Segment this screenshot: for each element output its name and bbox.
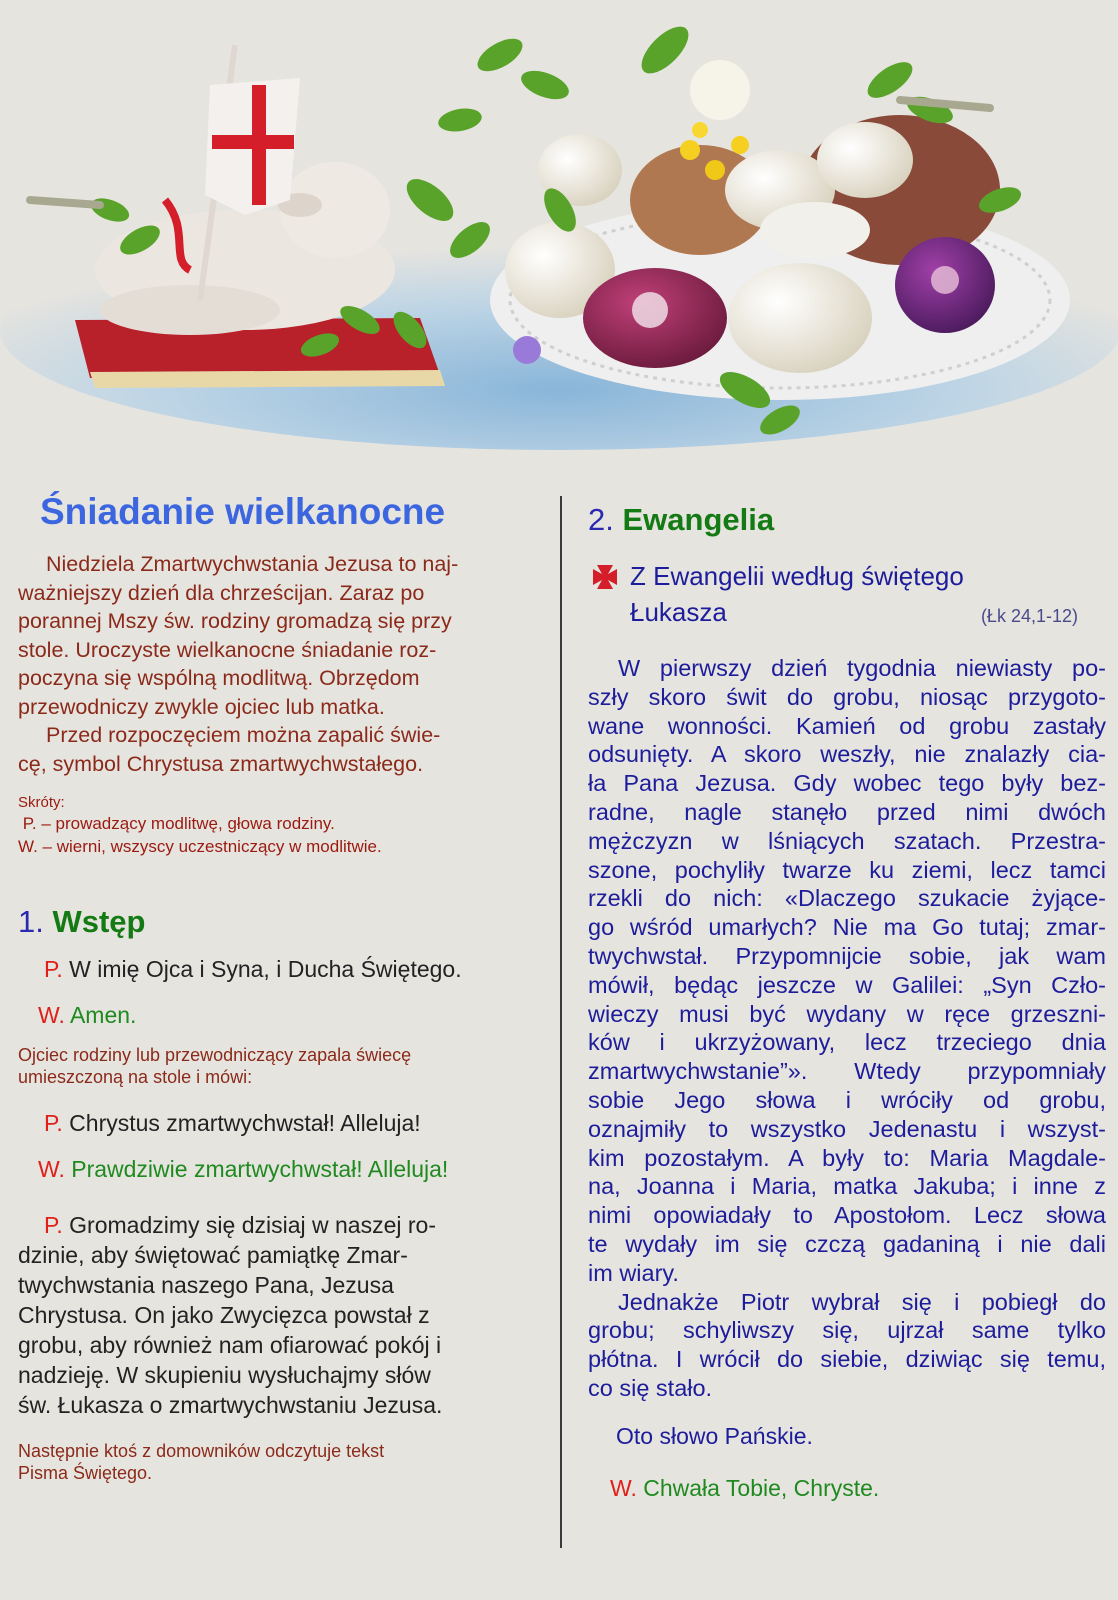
reading-line: radne, nagle stanęło przed nimi dwóch bbox=[588, 798, 1106, 825]
section-heading-gospel bbox=[588, 500, 1106, 540]
section-number: 1. bbox=[18, 904, 44, 939]
gospel-reading bbox=[588, 654, 1106, 1403]
prayer-line bbox=[44, 1108, 532, 1138]
reading-line: na, Joanna i Maria, matka Jakuba; i inne z bbox=[588, 1173, 1106, 1200]
leader-marker: P. bbox=[44, 1212, 63, 1238]
reading-line: sobie Jego słowa i wróciły od grobu, bbox=[588, 1086, 1106, 1113]
faithful-marker: W. bbox=[38, 1156, 65, 1182]
reading-line: go wśród umarłych? Nie ma Go tutaj; zmar- bbox=[588, 914, 1106, 941]
gospel-reference: (Łk 24,1-12) bbox=[980, 606, 1078, 626]
prayer-line: dzinie, aby świętować pamiątkę Zmar- bbox=[18, 1242, 408, 1268]
left-column bbox=[18, 480, 532, 1484]
intro-line: Niedziela Zmartwychwstania Jezusa to naj- bbox=[46, 552, 459, 576]
reading-line: co się stało. bbox=[588, 1374, 713, 1401]
rubric-line: Następnie ktoś z domowników odczytuje tekst bbox=[18, 1441, 385, 1461]
rubric-line: Ojciec rodziny lub przewodniczący zapala świecę bbox=[18, 1045, 412, 1065]
section-name: Ewangelia bbox=[622, 502, 775, 537]
prayer-line: św. Łukasza o zmartwychwstaniu Jezusa. bbox=[18, 1392, 443, 1418]
page-title: Śniadanie wielkanocne bbox=[40, 491, 446, 532]
prayer-line: Chrystusa. On jako Zwycięzca powstał z bbox=[18, 1302, 430, 1328]
response-line bbox=[610, 1473, 1106, 1503]
abbreviation-p: P. – prowadzący modlitwę, głowa rodziny. bbox=[18, 814, 335, 833]
rubric bbox=[18, 1440, 532, 1484]
reading-line: rzekli do nich: «Dlaczego szukacie żyjące- bbox=[588, 885, 1106, 912]
right-column bbox=[588, 500, 1106, 1503]
prayer-line: twychwstania naszego Pana, Jezusa bbox=[18, 1272, 394, 1298]
intro-line: cę, symbol Chrystusa zmartwychwstałego. bbox=[18, 751, 424, 776]
cross-icon bbox=[592, 564, 618, 590]
reading-line: W pierwszy dzień tygodnia niewiasty po- bbox=[618, 655, 1106, 681]
faithful-marker: W. bbox=[38, 1002, 65, 1028]
reading-line: im wiary. bbox=[588, 1259, 679, 1286]
leader-prayer bbox=[18, 1210, 532, 1420]
reading-line: wieczy musi być wydany w ręce grzeszni- bbox=[588, 1000, 1106, 1027]
prayer-line: grobu, aby również nam ofiarować pokój i bbox=[18, 1332, 442, 1358]
gospel-heading-line: Łukasza bbox=[630, 597, 727, 627]
prayer-line bbox=[44, 954, 532, 984]
response-line bbox=[38, 1000, 532, 1030]
prayer-text: W imię Ojca i Syna, i Ducha Świętego. bbox=[69, 956, 462, 982]
gospel-heading bbox=[588, 558, 1106, 630]
faithful-marker: W. bbox=[610, 1474, 637, 1501]
rubric-line: Pisma Świętego. bbox=[18, 1463, 153, 1483]
reading-line: nimi opowiadały to Apostołom. Lecz słowa bbox=[588, 1202, 1106, 1229]
reading-line: szły skoro świt do grobu, niosąc przygoto- bbox=[588, 683, 1106, 710]
reading-line: płótna. I wrócił do siebie, dziwiąc się temu, bbox=[588, 1346, 1106, 1373]
response-text: Prawdziwie zmartwychwstał! Alleluja! bbox=[71, 1156, 449, 1182]
reading-line: te wydały im się czczą gadaniną i nie dali bbox=[588, 1230, 1106, 1257]
leader-marker: P. bbox=[44, 1110, 63, 1136]
reading-line: wane wonności. Kamień od grobu zastały bbox=[588, 712, 1106, 739]
reading-line: mężczyzn w lśniących szatach. Przestra- bbox=[588, 827, 1106, 854]
reading-line: odsunięty. A skoro weszły, nie znalazły cia- bbox=[588, 741, 1106, 768]
reading-line: mówił, będąc jeszcze w Galilei: „Syn Czło- bbox=[588, 971, 1106, 998]
easter-lamb-and-basket-image bbox=[0, 0, 1118, 470]
intro-line: stole. Uroczyste wielkanocne śniadanie roz- bbox=[18, 637, 437, 662]
rubric-line: umieszczoną na stole i mówi: bbox=[18, 1067, 253, 1087]
response-text: Chwała Tobie, Chryste. bbox=[643, 1474, 880, 1501]
intro-line: porannej Mszy św. rodziny gromadzą się przy bbox=[18, 609, 452, 633]
intro-line: Przed rozpoczęciem można zapalić świe- bbox=[46, 723, 441, 747]
gospel-heading-line: Z Ewangelii według świętego bbox=[630, 561, 964, 591]
response-text: Amen. bbox=[69, 1002, 137, 1028]
reading-line: ła Pana Jezusa. Gdy wobec tego były bez- bbox=[588, 770, 1106, 797]
intro-line: poczyna się wspólną modlitwą. Obrzędom bbox=[18, 666, 420, 690]
section-heading-intro bbox=[18, 902, 532, 942]
reading-line: kim pozostałym. A były to: Maria Magdale- bbox=[588, 1144, 1106, 1171]
section-number: 2. bbox=[588, 502, 614, 537]
leader-marker: P. bbox=[44, 956, 63, 982]
prayer-line: Gromadzimy się dzisiaj w naszej ro- bbox=[69, 1212, 436, 1238]
closing-acclamation: Oto słowo Pańskie. bbox=[616, 1422, 813, 1449]
prayer-text: Chrystus zmartwychwstał! Alleluja! bbox=[69, 1110, 421, 1136]
reading-line: zmartwychwstanie”». Wtedy przypomniały bbox=[588, 1058, 1106, 1085]
intro-paragraph bbox=[18, 550, 532, 778]
reading-line: twychwstał. Przypomnijcie sobie, jak wam bbox=[588, 942, 1106, 969]
response-line bbox=[38, 1154, 532, 1184]
intro-line: ważniejszy dzień dla chrześcijan. Zaraz po bbox=[18, 580, 425, 605]
section-name: Wstęp bbox=[52, 904, 146, 939]
abbreviations bbox=[18, 793, 532, 858]
abbreviations-title: Skróty: bbox=[18, 794, 65, 811]
prayer-line: nadzieję. W skupieniu wysłuchajmy słów bbox=[18, 1362, 431, 1388]
reading-line: ków i ukrzyżowany, lecz trzeciego dnia bbox=[588, 1029, 1106, 1056]
rubric bbox=[18, 1044, 532, 1088]
reading-line: szone, pochyliły twarze ku ziemi, lecz tamci bbox=[588, 856, 1106, 883]
intro-line: przewodniczy zwykle ojciec lub matka. bbox=[18, 694, 385, 719]
reading-line: grobu; schyliwszy się, ujrzał same tylko bbox=[588, 1317, 1106, 1344]
column-divider bbox=[560, 496, 562, 1548]
abbreviation-w: W. – wierni, wszyscy uczestniczący w modlitwie. bbox=[18, 837, 382, 856]
reading-line: oznajmiły to wszystko Jedenastu i wszyst- bbox=[588, 1115, 1106, 1142]
reading-line: Jednakże Piotr wybrał się i pobiegł do bbox=[618, 1288, 1106, 1315]
